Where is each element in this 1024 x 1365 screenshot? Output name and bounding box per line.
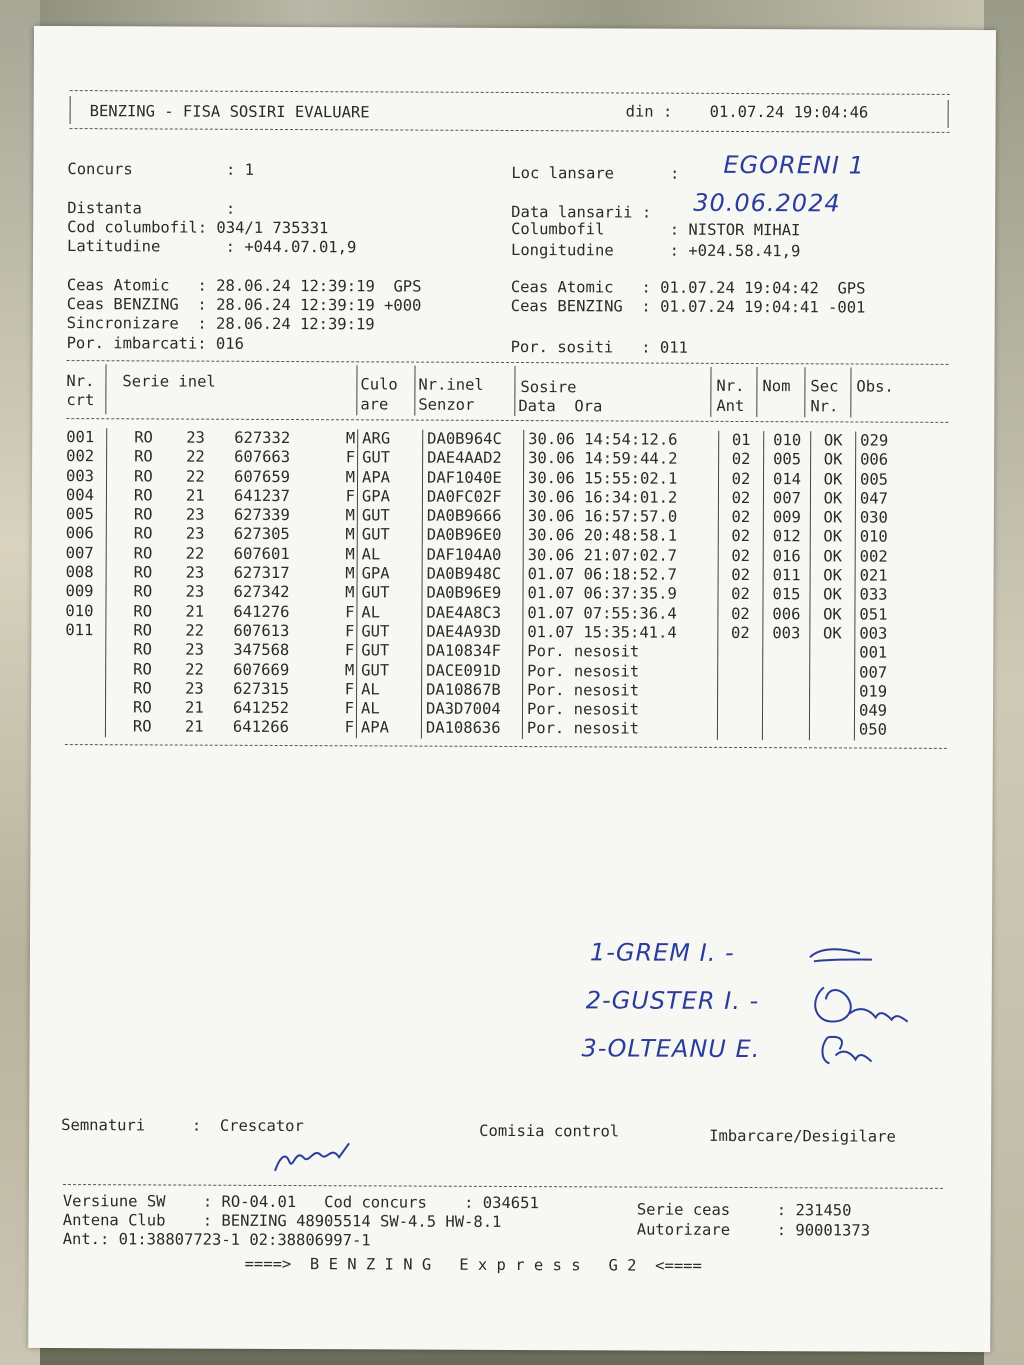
cell-num: 607663 (234, 448, 291, 467)
cell-num: 607659 (234, 467, 291, 486)
cell-nom (762, 701, 809, 721)
cell-ro: RO (134, 447, 153, 466)
cell-sos: 01.07 06:18:52.7 (523, 565, 718, 585)
arrivals-table (65, 428, 920, 740)
antene: Ant.: 01:38807723-1 02:38806997-1 (62, 1230, 371, 1250)
cell-ro: RO (133, 505, 153, 524)
cell-sec: OK (810, 624, 855, 643)
cell-col: GPA (357, 564, 422, 584)
cell-obs: 019 (855, 682, 920, 702)
header-border-left (70, 96, 71, 124)
data-lansarii-label: Data lansarii : (511, 202, 652, 222)
cell-sen: DAF104A0 (422, 545, 523, 565)
cell-obs: 033 (855, 586, 920, 606)
col-sosire-line2: Data Ora (518, 397, 603, 416)
cell-col: GUT (357, 526, 422, 546)
cell-yr: 23 (186, 428, 205, 447)
cell-nom: 014 (763, 470, 810, 490)
cell-sos: 01.07 07:55:36.4 (523, 604, 718, 624)
cell-sen: DA0B964C (423, 430, 524, 450)
cell-ant: 02 (718, 624, 763, 643)
cell-sec: OK (810, 586, 855, 605)
cell-col: GUT (357, 584, 422, 604)
cell-ant: 01 (719, 431, 764, 450)
cell-sex: F (344, 680, 355, 699)
cell-sen: DA3D7004 (421, 700, 522, 720)
cell-nr: 004 (66, 486, 107, 505)
cell-sex: M (345, 429, 356, 448)
cell-yr: 21 (184, 698, 204, 717)
hdr-sep-3 (414, 366, 415, 416)
cell-ro: RO (133, 621, 153, 640)
cell-obs: 050 (854, 721, 919, 741)
cell-num: 641237 (233, 486, 290, 505)
hdr-sep-8 (850, 367, 851, 417)
cell-yr: 22 (185, 660, 204, 679)
cell-sos: 30.06 21:07:02.7 (523, 546, 718, 566)
cell-nom: 005 (764, 450, 811, 470)
cell-ro: RO (133, 602, 153, 621)
cell-sec: OK (810, 470, 855, 489)
cell-nom: 016 (763, 547, 810, 567)
table-rule-top (67, 360, 949, 365)
versiune-sw: Versiune SW : RO-04.01 Cod concurs : 034651 (62, 1192, 539, 1213)
cell-sex: M (345, 467, 356, 486)
col-senzor-line1: Nr.inel (418, 375, 484, 394)
cell-ant: 02 (718, 469, 763, 488)
cell-obs: 049 (854, 702, 919, 722)
cell-nr (65, 640, 106, 659)
cell-nom: 009 (763, 508, 810, 528)
hdr-sep-2 (356, 365, 357, 415)
col-serie-inel: Serie inel (122, 372, 216, 391)
hdr-sep-6 (756, 367, 757, 417)
latitudine: Latitudine : +044.07.01,9 (67, 237, 357, 257)
imbarcare-desigilare: Imbarcare/Desigilare (709, 1126, 896, 1146)
cell-nom (762, 721, 809, 741)
cell-sos: 01.07 15:35:41.4 (523, 623, 718, 643)
loc-lansare-label: Loc lansare : (511, 163, 680, 183)
cell-sos: 01.07 06:37:35.9 (523, 584, 718, 604)
cell-obs: 021 (855, 567, 920, 587)
cell-obs: 005 (855, 470, 920, 490)
cell-sen: DAF1040E (422, 468, 523, 488)
cell-ro: RO (133, 679, 152, 698)
table-rule-bottom (65, 744, 947, 749)
cell-nom: 011 (763, 566, 810, 586)
col-nom: Nom (762, 377, 791, 396)
header-din-value: 01.07.24 19:04:46 (709, 102, 869, 122)
cell-col: GUT (357, 642, 422, 662)
cell-num: 641276 (233, 602, 290, 621)
cell-nr: 005 (66, 505, 107, 524)
longitudine: Longitudine : +024.58.41,9 (510, 240, 801, 261)
cell-sex: F (345, 602, 355, 621)
cell-nr (65, 717, 106, 736)
por-sositi: Por. sositi : 011 (510, 337, 688, 357)
cell-num: 627305 (233, 525, 290, 544)
ceas-benzing-left: Ceas BENZING : 28.06.24 12:39:19 +000 (66, 295, 422, 315)
cell-num: 607601 (233, 544, 290, 563)
ceas-atomic-left: Ceas Atomic : 28.06.24 12:39:19 GPS (66, 276, 422, 296)
cell-ro: RO (133, 486, 153, 505)
col-ant-line1: Nr. (716, 376, 745, 396)
cell-ant: 02 (718, 527, 763, 546)
cell-nom (763, 682, 810, 702)
cell-sen: DA108636 (421, 719, 522, 739)
cell-sen: DA10867B (422, 680, 523, 700)
col-senzor-line2: Senzor (418, 395, 475, 414)
cell-ant (718, 682, 763, 701)
cell-sex: F (345, 448, 356, 467)
antena-club: Antena Club : BENZING 48905514 SW-4.5 HW-8.1 (62, 1211, 502, 1231)
table-rule-header (66, 418, 948, 423)
cell-sen: DA0B9666 (422, 507, 523, 527)
cell-col: AL (356, 699, 421, 719)
cell-yr: 23 (185, 582, 205, 602)
cell-nr: 009 (65, 582, 106, 601)
cell-num: 641266 (232, 718, 289, 737)
cell-obs: 030 (855, 509, 920, 529)
semnaturi-crescator: Semnaturi : Crescator (61, 1116, 304, 1136)
loc-lansare-handwritten: EGORENI 1 (723, 150, 865, 180)
cell-nr (65, 698, 106, 717)
benzing-express-footer: ====> B E N Z I N G E x p r e s s G 2 <==== (244, 1254, 702, 1275)
cell-sec: OK (810, 566, 855, 585)
cell-ro: RO (133, 582, 153, 601)
cell-num: 627339 (233, 505, 290, 525)
cell-ro: RO (133, 524, 153, 543)
cell-nom (763, 643, 810, 663)
cell-col: APA (356, 719, 421, 739)
cell-sex: M (345, 583, 355, 602)
cell-num: 627332 (234, 428, 291, 448)
col-culoare-line2: are (360, 395, 389, 414)
cell-num: 627315 (233, 679, 290, 698)
cell-sex: M (345, 525, 355, 544)
header-din-label: din : (625, 102, 673, 121)
footer-rule (63, 1184, 943, 1189)
cell-sos: 30.06 14:59:44.2 (524, 449, 719, 469)
hdr-sep-7 (804, 367, 805, 417)
cell-yr: 23 (185, 563, 205, 582)
cell-ant (718, 643, 763, 662)
crescator-signature (269, 1131, 379, 1181)
cell-col: GUT (358, 449, 423, 469)
cell-obs: 007 (855, 663, 920, 683)
cell-num: 627342 (233, 583, 290, 602)
cell-sen: DA10834F (422, 642, 523, 662)
cell-sex: M (344, 660, 355, 679)
cell-sex: F (344, 641, 355, 660)
cell-yr: 21 (185, 602, 205, 621)
cell-nom: 007 (763, 489, 810, 509)
cell-col: AL (357, 545, 422, 565)
cell-sen: DA0B96E9 (422, 584, 523, 604)
data-lansarii-handwritten: 30.06.2024 (693, 188, 841, 218)
cell-ant (717, 720, 762, 739)
cell-obs: 029 (856, 431, 921, 451)
sincronizare: Sincronizare : 28.06.24 12:39:19 (66, 314, 375, 334)
cell-ant: 02 (718, 566, 763, 585)
cell-sex: M (345, 506, 355, 525)
cell-sec: OK (810, 605, 855, 624)
cell-ro: RO (132, 698, 152, 717)
cell-sen: DA0B96E0 (422, 526, 523, 546)
cell-obs: 002 (855, 547, 920, 567)
cell-ant: 02 (718, 605, 763, 624)
cell-obs: 047 (855, 489, 920, 509)
table-row (65, 717, 919, 740)
cell-sec (810, 644, 855, 663)
cell-obs: 003 (855, 624, 920, 644)
cell-yr: 23 (185, 679, 204, 698)
cell-sen: DA0FC02F (422, 487, 523, 507)
cell-yr: 21 (184, 718, 204, 737)
cell-sec: OK (810, 547, 855, 566)
cell-sec (809, 701, 854, 720)
cell-sos: 30.06 16:34:01.2 (523, 488, 718, 508)
cell-col: GUT (357, 622, 422, 642)
cell-sex: M (345, 564, 355, 583)
handwritten-signatures (799, 929, 970, 1080)
cell-nr: 008 (66, 563, 107, 582)
cell-ant (718, 662, 763, 681)
cell-sen: DAE4AAD2 (423, 449, 524, 469)
cell-sec (810, 682, 855, 701)
cell-col: AL (357, 680, 422, 700)
cell-num: 641252 (232, 698, 290, 718)
cell-obs: 010 (855, 528, 920, 548)
hdr-sep-5 (710, 367, 711, 417)
cell-sos: 30.06 16:57:57.0 (523, 507, 718, 527)
cell-sos: 30.06 20:48:58.1 (523, 527, 718, 547)
autorizare: Autorizare : 90001373 (636, 1220, 871, 1240)
cell-sex: F (344, 718, 354, 737)
header-rule-top (70, 90, 950, 95)
cell-nr (65, 660, 106, 679)
cell-nom: 012 (763, 528, 810, 548)
document-title: BENZING - FISA SOSIRI EVALUARE (89, 102, 370, 122)
cell-sos: 30.06 14:54:12.6 (524, 430, 719, 450)
cell-sex: F (345, 487, 355, 506)
cell-num: 607613 (233, 621, 290, 640)
ceas-benzing-right: Ceas BENZING : 01.07.24 19:04:41 -001 (510, 296, 866, 317)
col-sosire-line1: Sosire (520, 378, 577, 397)
cell-nom: 010 (764, 431, 811, 451)
cell-nr: 010 (65, 602, 106, 621)
cell-nom (763, 663, 810, 683)
cell-ant: 02 (718, 585, 763, 604)
cell-nr: 003 (66, 467, 107, 486)
cell-yr: 22 (185, 544, 205, 563)
cell-yr: 22 (186, 447, 205, 466)
cell-col: APA (357, 468, 422, 488)
cell-sen: DAE4A8C3 (422, 603, 523, 623)
cell-sex: F (344, 699, 355, 718)
header-rule-bottom (70, 128, 950, 133)
cell-nr: 007 (66, 544, 107, 563)
cell-ro: RO (132, 717, 152, 736)
cell-yr: 23 (185, 505, 205, 524)
cell-col: GUT (357, 661, 422, 681)
cell-sec: OK (811, 431, 856, 450)
cell-num: 627317 (233, 563, 290, 583)
cell-col: AL (357, 603, 422, 623)
cell-yr: 23 (185, 640, 204, 659)
columbofil: Columbofil : NISTOR MIHAI (511, 219, 801, 240)
cell-col: ARG (358, 429, 423, 449)
cell-ro: RO (133, 659, 152, 678)
cell-nr: 002 (66, 447, 107, 466)
cod-columbofil: Cod columbofil: 034/1 735331 (67, 218, 329, 238)
cell-ant: 02 (718, 489, 763, 508)
por-imbarcati: Por. imbarcati: 016 (66, 334, 244, 353)
ceas-atomic-right: Ceas Atomic : 01.07.24 19:04:42 GPS (510, 277, 866, 298)
cell-nr: 011 (65, 621, 106, 640)
cell-sos: 30.06 15:55:02.1 (523, 469, 718, 489)
cell-sen: DACE091D (422, 661, 523, 681)
hdr-sep-1 (105, 364, 106, 414)
cell-sos: Por. nesosit (522, 700, 717, 720)
cell-ro: RO (134, 466, 153, 486)
cell-nom: 003 (763, 624, 810, 644)
col-nr-line2: crt (66, 391, 95, 410)
col-nr-line1: Nr. (66, 372, 95, 391)
hdr-sep-4 (514, 366, 515, 416)
cell-nr: 001 (66, 428, 107, 447)
cell-sec (809, 721, 854, 740)
cell-ro: RO (133, 563, 153, 582)
col-ant-line2: Ant (716, 396, 745, 416)
cell-sos: Por. nesosit (523, 642, 718, 662)
cell-sos: Por. nesosit (523, 662, 718, 682)
cell-sex: F (344, 622, 355, 641)
cell-sec: OK (810, 528, 855, 547)
cell-nom: 015 (763, 585, 810, 605)
cell-yr: 22 (185, 621, 205, 640)
cell-sen: DAE4A93D (422, 623, 523, 643)
cell-ant: 02 (718, 508, 763, 527)
cell-ant (717, 701, 762, 720)
cell-ro: RO (134, 428, 153, 447)
distanta: Distanta : (67, 199, 236, 218)
cell-col: GUT (357, 507, 422, 527)
cell-ro: RO (133, 640, 152, 659)
concurs: Concurs : 1 (67, 160, 255, 179)
cell-sec: OK (811, 451, 856, 470)
cell-nr: 006 (66, 525, 107, 544)
cell-obs: 001 (855, 644, 920, 664)
cell-obs: 051 (855, 605, 920, 625)
cell-yr: 21 (185, 486, 205, 505)
cell-col: GPA (357, 487, 422, 507)
cell-ant: 02 (719, 450, 764, 469)
cell-sos: Por. nesosit (522, 719, 717, 739)
cell-ro: RO (133, 544, 153, 563)
paper-sheet (28, 26, 996, 1352)
cell-num: 607669 (233, 660, 290, 679)
cell-yr: 22 (186, 467, 205, 486)
handwritten-line-2: 2-GUSTER I. - (585, 986, 768, 1016)
header-border-right (948, 100, 949, 128)
cell-yr: 23 (185, 525, 205, 544)
cell-sec (810, 663, 855, 682)
handwritten-line-3: 3-OLTEANU E. (581, 1034, 761, 1064)
cell-sex: M (345, 545, 355, 564)
col-sec-line2: Nr. (810, 397, 839, 416)
col-culoare-line1: Culo (360, 375, 398, 394)
cell-num: 347568 (233, 641, 290, 660)
col-sec-line1: Sec (810, 377, 839, 396)
cell-nom: 006 (763, 605, 810, 625)
cell-sen: DA0B948C (422, 565, 523, 585)
cell-sec: OK (810, 489, 855, 508)
comisia-control: Comisia control (479, 1121, 620, 1141)
cell-nr (65, 679, 106, 698)
cell-sec: OK (810, 508, 855, 527)
cell-ant: 02 (718, 547, 763, 566)
cell-obs: 006 (856, 451, 921, 471)
cell-sos: Por. nesosit (523, 681, 718, 701)
col-obs: Obs. (856, 377, 894, 396)
handwritten-line-1: 1-GREM I. - (589, 938, 744, 968)
serie-ceas: Serie ceas : 231450 (636, 1200, 852, 1220)
